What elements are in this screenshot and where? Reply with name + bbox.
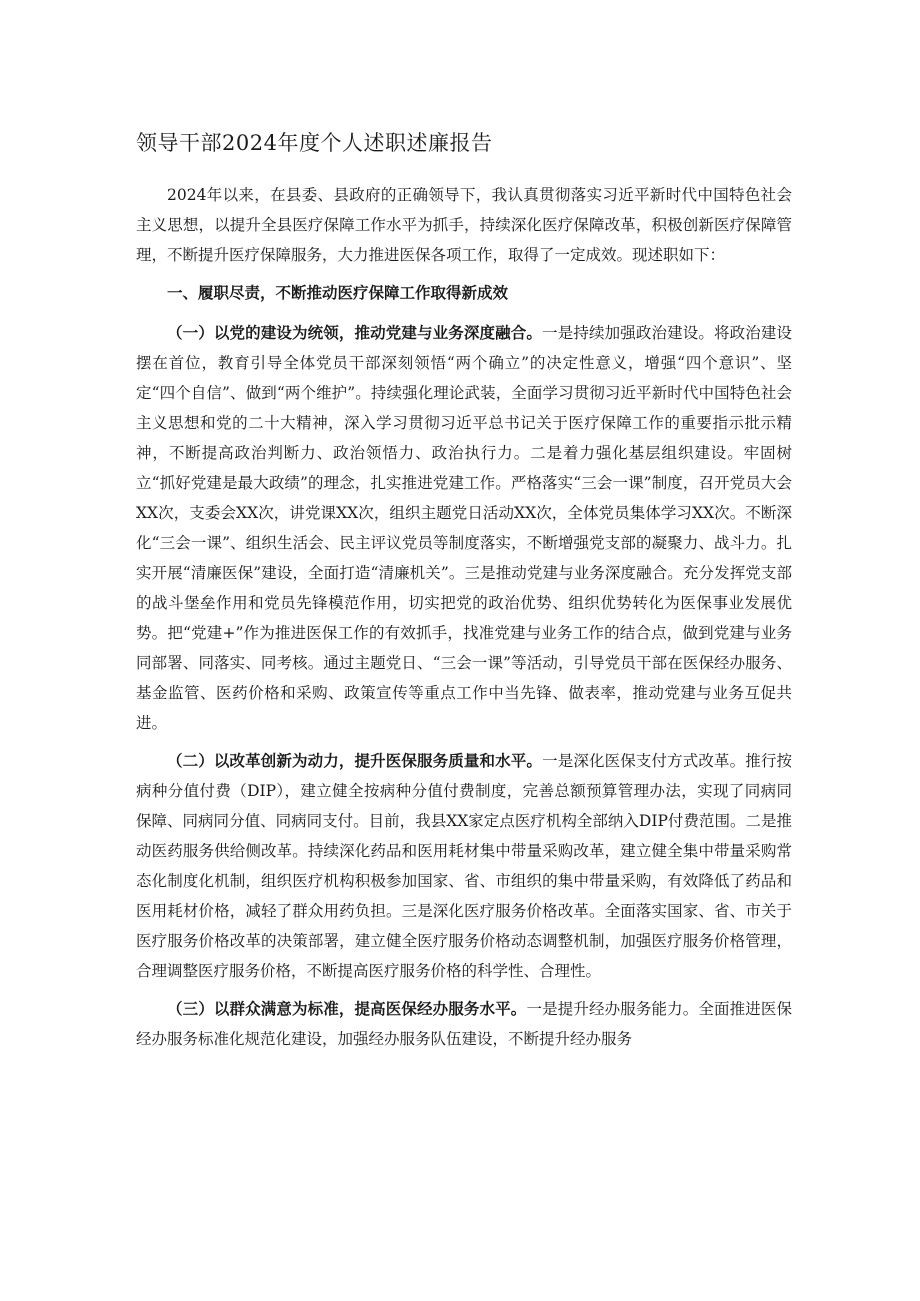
- subsection-2-paragraph: [136, 746, 792, 986]
- subsection-3-body: 一是提升经办服务能力。全面推进医保经办服务标准化规范化建设，加强经办服务队伍建设，不断提升经办服务: [136, 1000, 792, 1048]
- subsection-1-body: 一是持续加强政治建设。将政治建设摆在首位，教育引导全体党员干部深刻领悟“两个确立”的决定性意义，增强“四个意识”、坚定“四个自信”、做到“两个维护”。持续强化理论武装，全面学习贯彻习近平新时代中国特色社会主义思想和党的二十大精神，深入学习贯彻习近平总书记关于医疗保障工作的重要指示批示精神，不断提高政治判断力、政治领悟力、政治执行力。二是着力强化基层组织建设。牢固树立“抓好党建是最大政绩”的理念，扎实推进党建工作。严格落实“三会一课”制度，召开党员大会XX次，支委会XX次，讲党课XX次，组织主题党日活动XX次，全体党员集体学习XX次。不断深化“三会一课”、组织生活会、民主评议党员等制度落实，不断增强党支部的凝聚力、战斗力。扎实开展“清廉医保”建设，全面打造“清廉机关”。三是推动党建与业务深度融合。充分发挥党支部的战斗堡垒作用和党员先锋模范作用，切实把党的政治优势、组织优势转化为医保事业发展优势。把“党建+”作为推进医保工作的有效抓手，找准党建与业务工作的结合点，做到党建与业务同部署、同落实、同考核。通过主题党日、“三会一课”等活动，引导党员干部在医保经办服务、基金监管、医药价格和采购、政策宣传等重点工作中当先锋、做表率，推动党建与业务互促共进。: [136, 324, 792, 732]
- document-page: [136, 128, 792, 1054]
- spacer: [136, 986, 792, 994]
- intro-paragraph: 2024年以来，在县委、县政府的正确领导下，我认真贯彻落实习近平新时代中国特色社会主义思想，以提升全县医疗保障工作水平为抓手，持续深化医疗保障改革，积极创新医疗保障管理，不断提升医疗保障服务，大力推进医保各项工作，取得了一定成效。现述职如下：: [136, 186, 792, 264]
- section-heading-1: 一、履职尽责，不断推动医疗保障工作取得新成效: [167, 283, 509, 302]
- subsection-2-body: 一是深化医保支付方式改革。推行按病种分值付费（DIP），建立健全按病种分值付费制度，完善总额预算管理办法，实现了同病同保障、同病同分值、同病同支付。目前，我县XX家定点医疗机构全部纳入DIP付费范围。二是推动医药服务供给侧改革。持续深化药品和医用耗材集中带量采购改革，建立健全集中带量采购常态化制度化机制，组织医疗机构积极参加国家、省、市组织的集中带量采购，有效降低了药品和医用耗材价格，减轻了群众用药负担。三是深化医疗服务价格改革。全面落实国家、省、市关于医疗服务价格改革的决策部署，建立健全医疗服务价格动态调整机制，加强医疗服务价格管理，合理调整医疗服务价格，不断提高医疗服务价格的科学性、合理性。: [136, 752, 792, 980]
- document-title: 领导干部2024年度个人述职述廉报告: [136, 131, 493, 155]
- subsection-2-lead: （二）以改革创新为动力，提升医保服务质量和水平。: [167, 751, 543, 770]
- subsection-3-lead: （三）以群众满意为标准，提高医保经办服务水平。: [167, 999, 527, 1018]
- spacer: [136, 738, 792, 746]
- subsection-1-paragraph: [136, 318, 792, 738]
- subsection-3-paragraph: [136, 994, 792, 1054]
- subsection-1-lead: （一）以党的建设为统领，推动党建与业务深度融合。: [167, 323, 543, 342]
